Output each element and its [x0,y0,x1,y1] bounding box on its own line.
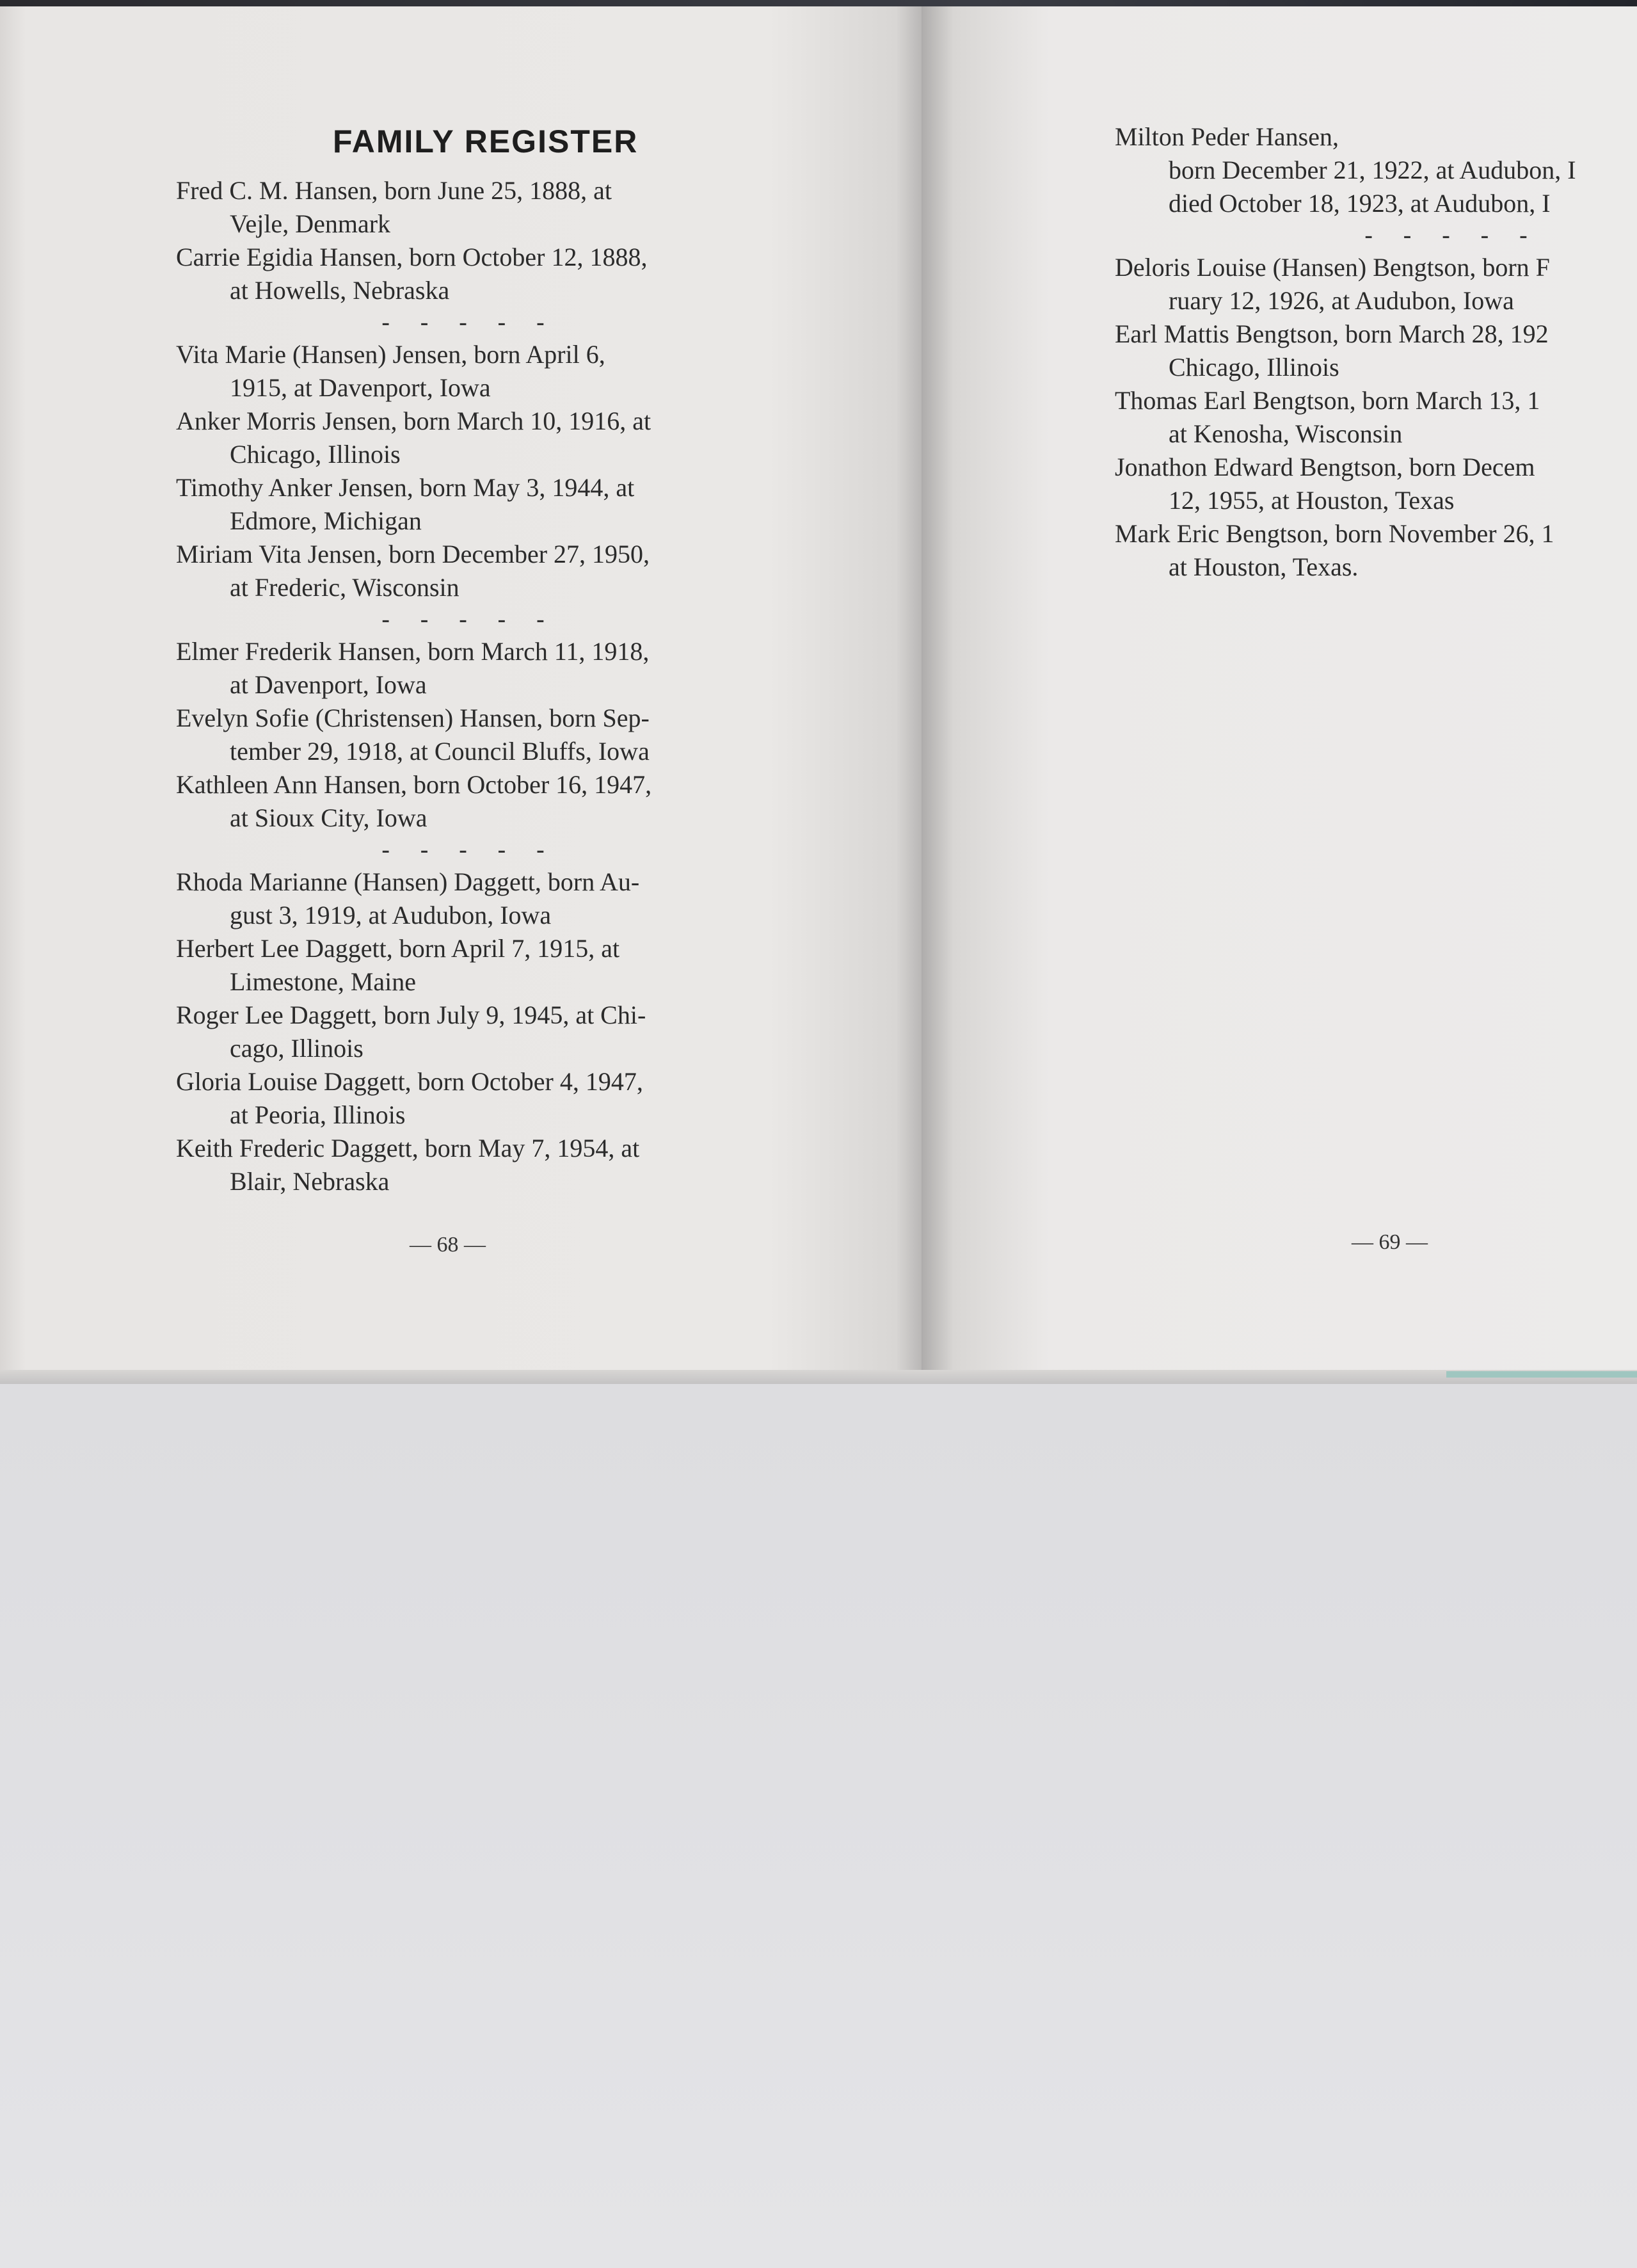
entry-line: Deloris Louise (Hansen) Bengtson, born F [1115,253,1550,282]
entry-line-indented: Blair, Nebraska [230,1167,390,1196]
page-number-right: — 69 — [1352,1230,1428,1254]
entry-line: Herbert Lee Daggett, born April 7, 1915, at [176,934,620,963]
register-entry [176,635,762,702]
register-entry [176,702,762,768]
entry-line: Mark Eric Bengtson, born November 26, 1 [1115,519,1554,548]
section-separator: - - - - - [381,606,557,634]
page-title: FAMILY REGISTER [333,124,639,159]
register-entry [1115,517,1637,584]
register-entry [176,241,762,307]
entry-line: Earl Mattis Bengtson, born March 28, 192 [1115,319,1549,348]
entry-line-indented: Chicago, Illinois [230,440,401,469]
entry-line: Fred C. M. Hansen, born June 25, 1888, at [176,176,612,205]
entry-line-indented: at Houston, Texas. [1169,552,1359,581]
left-register-column [176,174,762,1198]
register-entry [176,338,762,405]
entry-line-indented: ruary 12, 1926, at Audubon, Iowa [1169,286,1514,315]
cover-edge [1446,1371,1637,1378]
section-separator: - - - - - [1364,221,1540,250]
entry-line-indented: Limestone, Maine [230,967,417,996]
entry-line-indented: at Davenport, Iowa [230,670,427,699]
register-entry [176,999,762,1065]
register-entry [176,471,762,538]
section-separator: - - - - - [381,309,557,337]
register-entry [176,405,762,471]
entry-line-indented: 1915, at Davenport, Iowa [230,373,491,402]
entry-line: Timothy Anker Jensen, born May 3, 1944, at [176,473,635,502]
entry-line: Carrie Egidia Hansen, born October 12, 1888, [176,243,648,271]
page-number-left: — 68 — [410,1233,486,1257]
entry-line: Evelyn Sofie (Christensen) Hansen, born Sep- [176,704,650,732]
entry-line-indented: at Howells, Nebraska [230,276,450,305]
entry-line-indented: born December 21, 1922, at Audubon, I [1169,156,1576,184]
register-entry [176,932,762,999]
entry-line-indented: Vejle, Denmark [230,209,391,238]
register-entry [176,1132,762,1198]
register-entry [176,768,762,835]
entry-line-indented: cago, Illinois [230,1034,363,1063]
register-entry [1115,451,1637,517]
entry-line-indented: at Kenosha, Wisconsin [1169,419,1403,448]
page-bottom-edge [0,1370,1637,1384]
entry-line: Anker Morris Jensen, born March 10, 1916, at [176,406,651,435]
entry-line-indented: at Frederic, Wisconsin [230,573,459,602]
register-entry [1115,384,1637,451]
register-entry [176,174,762,241]
entry-line-indented: tember 29, 1918, at Council Bluffs, Iowa [230,737,650,766]
entry-line: Milton Peder Hansen, [1115,122,1339,151]
register-entry [176,1065,762,1132]
register-entry [176,538,762,604]
register-entry [176,865,762,932]
register-entry [1115,318,1637,384]
entry-line-indented: at Sioux City, Iowa [230,803,427,832]
entry-line: Elmer Frederik Hansen, born March 11, 1918, [176,637,650,666]
right-register-column [1115,120,1637,584]
entry-line: Thomas Earl Bengtson, born March 13, 1 [1115,386,1540,415]
entry-line-indented: Chicago, Illinois [1169,353,1339,382]
entry-line: Vita Marie (Hansen) Jensen, born April 6, [176,340,605,369]
entry-line: Jonathon Edward Bengtson, born Decem [1115,453,1535,481]
entry-line: Gloria Louise Daggett, born October 4, 1947, [176,1067,643,1096]
entry-line-indented: gust 3, 1919, at Audubon, Iowa [230,901,552,929]
entry-line: Kathleen Ann Hansen, born October 16, 1947, [176,770,652,799]
register-entry [1115,251,1637,318]
entry-line-indented: Edmore, Michigan [230,506,422,535]
entry-line: Keith Frederic Daggett, born May 7, 1954, at [176,1134,640,1162]
register-entry [1115,120,1637,220]
entry-line-indented: died October 18, 1923, at Audubon, I [1169,189,1551,218]
entry-line: Roger Lee Daggett, born July 9, 1945, at Chi- [176,1001,646,1029]
entry-line-indented: 12, 1955, at Houston, Texas [1169,486,1455,515]
entry-line-indented: at Peoria, Illinois [230,1100,406,1129]
section-separator: - - - - - [381,836,557,864]
entry-line: Rhoda Marianne (Hansen) Daggett, born Au- [176,867,640,896]
entry-line: Miriam Vita Jensen, born December 27, 1950, [176,540,650,568]
